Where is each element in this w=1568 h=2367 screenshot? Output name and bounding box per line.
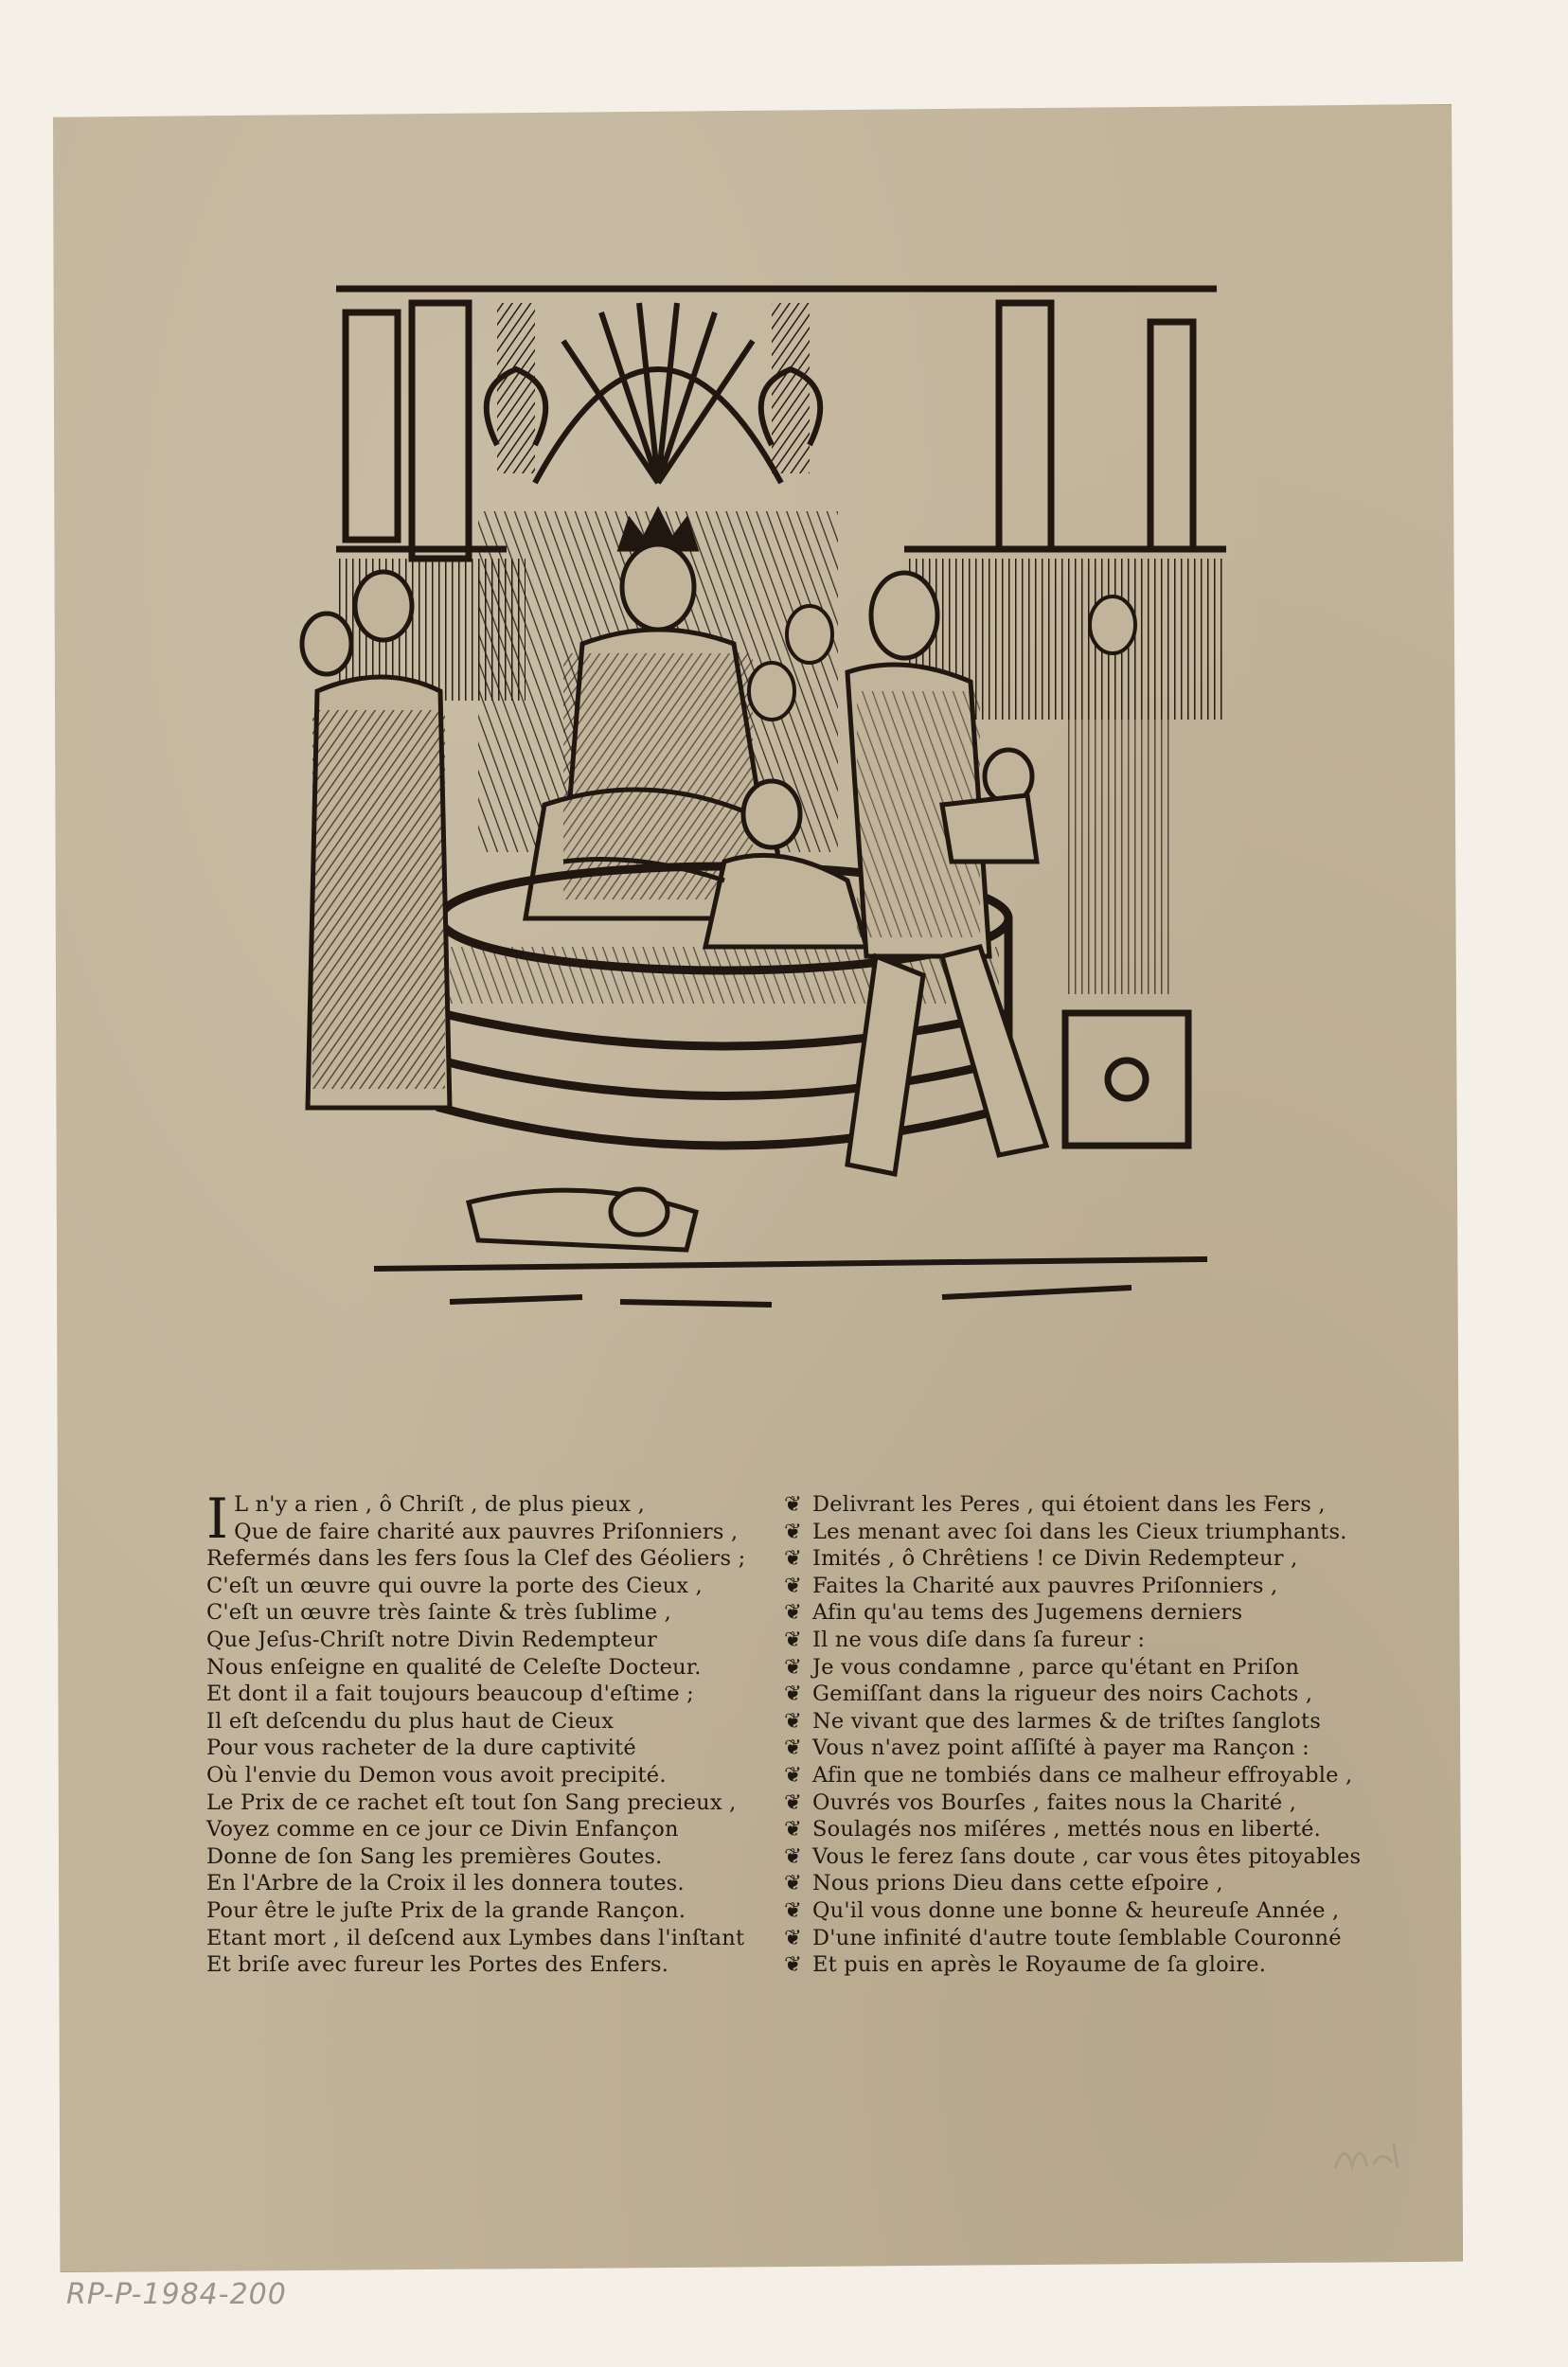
poem-line: Et dont il a fait toujours beaucoup d'eſtime ; <box>206 1682 694 1707</box>
poem-line: ❦ Gemiſſant dans la rigueur des noirs Cachots , <box>784 1682 1313 1707</box>
poem-line: ❦ Je vous condamne , parce qu'étant en Priſon <box>784 1654 1300 1680</box>
fleuron-icon: ❦ <box>784 1817 803 1842</box>
poem-line: ❦ Les menant avec ſoi dans les Cieux triumphants. <box>784 1519 1347 1544</box>
poem-line: ❦ Delivrant les Peres , qui étoient dans les Fers , <box>784 1492 1326 1517</box>
fleuron-icon: ❦ <box>784 1600 803 1626</box>
poem-line: ❦ Nous prions Dieu dans cette eſpoire , <box>784 1871 1223 1896</box>
fleuron-icon: ❦ <box>784 1871 803 1896</box>
poem-line: Nous enſeigne en qualité de Celeſte Docteur. <box>206 1654 702 1680</box>
poem-line: ❦ Et puis en après le Royaume de ſa gloire. <box>784 1952 1267 1978</box>
poem-line: ❦ Vous n'avez point aſſiſté à payer ma Rançon : <box>784 1735 1310 1761</box>
poem-line: ❦ Vous le ferez ſans doute , car vous êtes pitoyables <box>784 1843 1362 1869</box>
poem-line: Il eſt deſcendu du plus haut de Cieux <box>206 1708 615 1734</box>
poem-line: Le Prix de ce rachet eſt tout ſon Sang precieux , <box>206 1789 737 1815</box>
poem-line: C'eſt un œuvre qui ouvre la porte des Cieux , <box>206 1573 703 1598</box>
pencil-annotation-mark <box>1326 2130 1411 2178</box>
poem-line: ❦ Afin que ne tombiés dans ce malheur effroyable , <box>784 1762 1353 1788</box>
fleuron-icon: ❦ <box>784 1546 803 1572</box>
fleuron-icon: ❦ <box>784 1897 803 1923</box>
fleuron-icon: ❦ <box>784 1952 803 1978</box>
poem-line: Donne de ſon Sang les premières Goutes. <box>206 1843 663 1869</box>
poem-line: ❦ Il ne vous diſe dans ſa fureur : <box>784 1627 1146 1652</box>
poem-line: Et briſe avec fureur les Portes des Enfers. <box>206 1952 669 1978</box>
poem-line: ❦ Afin qu'au tems des Jugemens derniers <box>784 1600 1243 1626</box>
inventory-number: RP-P-1984-200 <box>66 2278 287 2311</box>
fleuron-icon: ❦ <box>784 1735 803 1761</box>
poem-line: Où l'envie du Demon vous avoit precipité. <box>206 1762 667 1788</box>
fleuron-icon: ❦ <box>784 1682 803 1707</box>
poem-line: Voyez comme en ce jour ce Divin Enfançon <box>206 1817 679 1842</box>
poem-line: ❦ Faites la Charité aux pauvres Priſonniers , <box>784 1573 1278 1598</box>
fleuron-icon: ❦ <box>784 1925 803 1950</box>
poem-line: L n'y a rien , ô Chriſt , de plus pieux , <box>234 1492 645 1517</box>
poem-left-column <box>206 1486 793 1979</box>
fleuron-icon: ❦ <box>784 1519 803 1544</box>
poem-line: ❦ Imités , ô Chrêtiens ! ce Divin Redempteur , <box>784 1546 1298 1572</box>
fleuron-icon: ❦ <box>784 1654 803 1680</box>
poem-line: Pour vous racheter de la dure captivité <box>206 1735 636 1761</box>
poem-line: ❦ D'une infinité d'autre toute ſemblable Couronné <box>784 1925 1342 1950</box>
fleuron-icon: ❦ <box>784 1843 803 1869</box>
poem-line: Pour être le juſte Prix de la grande Rançon. <box>206 1897 686 1923</box>
poem-line: ❦ Qu'il vous donne une bonne & heureuſe Année , <box>784 1897 1340 1923</box>
fleuron-icon: ❦ <box>784 1789 803 1815</box>
poem-line: Etant mort , il deſcend aux Lymbes dans l'inſtant <box>206 1925 745 1950</box>
woodcut-illustration <box>279 199 1245 1496</box>
drop-cap-initial: I <box>206 1486 229 1551</box>
poem-line: Que Jeſus-Chriſt notre Divin Redempteur <box>206 1627 658 1652</box>
poem-line: C'eſt un œuvre très ſainte & très ſublime , <box>206 1600 671 1626</box>
fleuron-icon: ❦ <box>784 1708 803 1734</box>
fleuron-icon: ❦ <box>784 1627 803 1652</box>
fleuron-icon: ❦ <box>784 1573 803 1598</box>
poem-line: Refermés dans les fers ſous la Clef des Géoliers ; <box>206 1546 746 1572</box>
poem-right-column <box>784 1491 1390 1979</box>
poem-line: En l'Arbre de la Croix il les donnera toutes. <box>206 1871 685 1896</box>
poem-line: ❦ Soulagés nos miſéres , mettés nous en liberté. <box>784 1817 1321 1842</box>
poem-line: ❦ Ne vivant que des larmes & de triſtes ſanglots <box>784 1708 1321 1734</box>
poem-line: Que de faire charité aux pauvres Priſonniers , <box>234 1519 739 1544</box>
poem-line: ❦ Ouvrés vos Bourſes , faites nous la Charité , <box>784 1789 1297 1815</box>
fleuron-icon: ❦ <box>784 1762 803 1788</box>
fleuron-icon: ❦ <box>784 1492 803 1517</box>
